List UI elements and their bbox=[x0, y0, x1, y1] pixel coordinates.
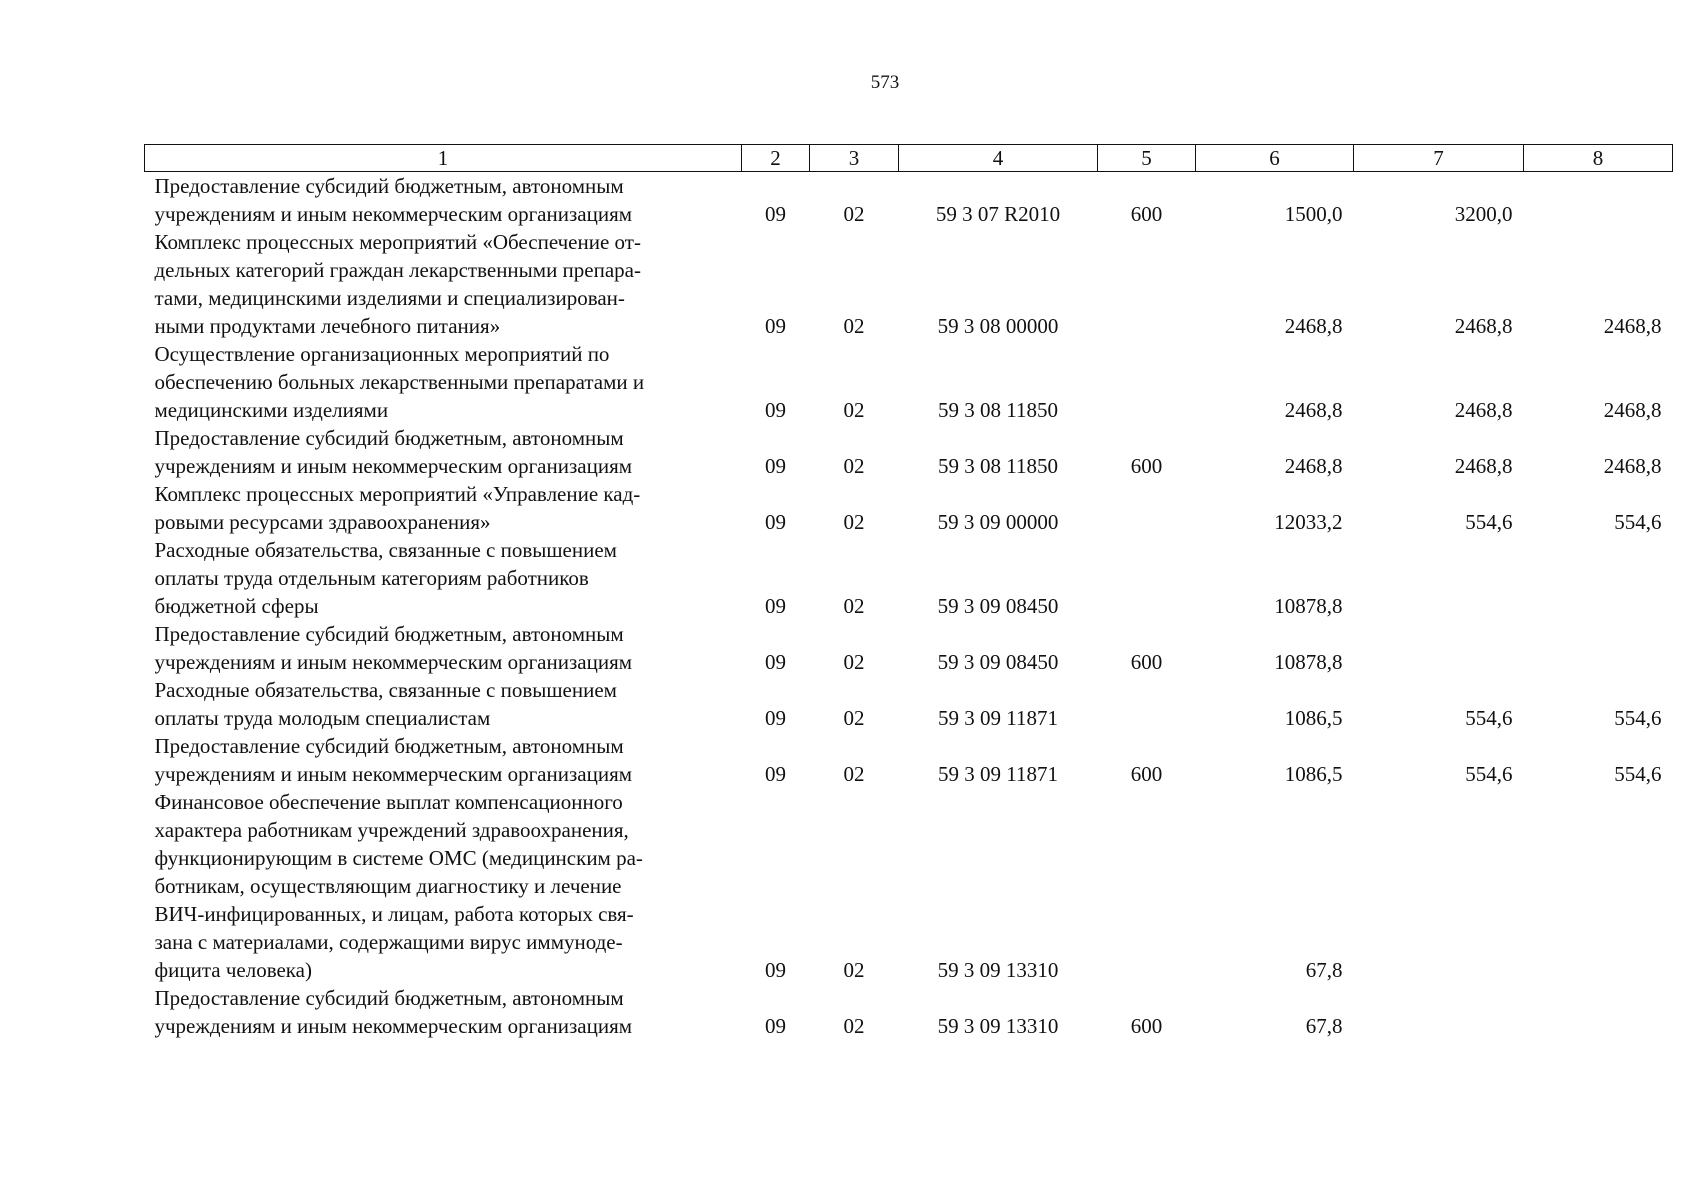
description-line: оплаты труда молодым специалистам bbox=[154, 706, 491, 730]
table-row bbox=[145, 676, 1673, 732]
description-cell bbox=[145, 788, 742, 984]
description-line: медицинскими изделиями bbox=[154, 398, 389, 422]
description-line: Финансовое обеспечение выплат компенсационного bbox=[154, 790, 623, 814]
amount-col8-cell bbox=[1524, 620, 1673, 676]
subsection-code-cell: 02 bbox=[843, 594, 865, 618]
section-code-cell: 09 bbox=[765, 650, 786, 674]
expense-type-cell bbox=[1098, 340, 1196, 424]
amount-col7-cell: 2468,8 bbox=[1454, 454, 1513, 478]
amount-col6-cell: 1086,5 bbox=[1284, 762, 1343, 786]
subsection-code-cell: 02 bbox=[843, 706, 865, 730]
page-number: 573 bbox=[870, 72, 900, 93]
expense-type-cell: 600 bbox=[1130, 454, 1163, 478]
subsection-code-cell: 02 bbox=[843, 762, 865, 786]
target-article-cell: 59 3 08 00000 bbox=[937, 314, 1059, 338]
subsection-code-cell: 02 bbox=[843, 650, 865, 674]
column-header-1: 1 bbox=[145, 145, 742, 172]
subsection-code-cell: 02 bbox=[843, 510, 865, 534]
table-body bbox=[145, 172, 1673, 1041]
section-code-cell: 09 bbox=[765, 706, 786, 730]
description-line: зана с материалами, содержащими вирус иммуноде- bbox=[154, 930, 623, 954]
description-line: оплаты труда отдельным категориям работников bbox=[154, 566, 589, 590]
amount-col7-cell bbox=[1354, 788, 1524, 984]
amount-col8-cell bbox=[1524, 536, 1673, 620]
section-code-cell: 09 bbox=[765, 1014, 786, 1038]
description-line: Осуществление организационных мероприятий по bbox=[154, 342, 610, 366]
description-line: бюджетной сферы bbox=[154, 594, 319, 618]
amount-col6-cell: 1086,5 bbox=[1284, 706, 1343, 730]
description-line: учреждениям и иным некоммерческим организациям bbox=[154, 454, 633, 478]
subsection-code-cell: 02 bbox=[843, 202, 865, 226]
column-header-5: 5 bbox=[1098, 145, 1196, 172]
amount-col8-cell: 554,6 bbox=[1614, 510, 1662, 534]
description-line: характера работникам учреждений здравоохранения, bbox=[154, 818, 629, 842]
table-row bbox=[145, 228, 1673, 340]
section-code-cell: 09 bbox=[765, 594, 786, 618]
description-cell bbox=[145, 732, 742, 788]
target-article-cell: 59 3 08 11850 bbox=[938, 454, 1058, 478]
expense-type-cell: 600 bbox=[1130, 762, 1163, 786]
amount-col7-cell bbox=[1354, 536, 1524, 620]
amount-col8-cell: 554,6 bbox=[1614, 706, 1662, 730]
amount-col8-cell: 2468,8 bbox=[1603, 454, 1662, 478]
target-article-cell: 59 3 09 08450 bbox=[937, 594, 1059, 618]
amount-col8-cell bbox=[1524, 172, 1673, 229]
section-code-cell: 09 bbox=[765, 314, 786, 338]
description-line: дельных категорий граждан лекарственными препара- bbox=[154, 258, 641, 282]
expense-type-cell bbox=[1098, 676, 1196, 732]
expense-type-cell: 600 bbox=[1130, 1014, 1163, 1038]
amount-col7-cell: 2468,8 bbox=[1454, 314, 1513, 338]
column-header-6: 6 bbox=[1196, 145, 1354, 172]
amount-col7-cell bbox=[1354, 620, 1524, 676]
section-code-cell: 09 bbox=[765, 454, 786, 478]
amount-col7-cell bbox=[1354, 984, 1524, 1040]
description-line: ВИЧ-инфицированных, и лицам, работа которых свя- bbox=[154, 902, 634, 926]
description-line: учреждениям и иным некоммерческим организациям bbox=[154, 202, 633, 226]
amount-col6-cell: 2468,8 bbox=[1284, 454, 1343, 478]
description-line: ботникам, осуществляющим диагностику и лечение bbox=[154, 874, 622, 898]
expense-type-cell bbox=[1098, 480, 1196, 536]
amount-col8-cell: 2468,8 bbox=[1603, 398, 1662, 422]
description-line: учреждениям и иным некоммерческим организациям bbox=[154, 762, 633, 786]
expense-type-cell bbox=[1098, 788, 1196, 984]
subsection-code-cell: 02 bbox=[843, 1014, 865, 1038]
amount-col6-cell: 2468,8 bbox=[1284, 398, 1343, 422]
table-row bbox=[145, 424, 1673, 480]
column-header-4: 4 bbox=[899, 145, 1098, 172]
amount-col8-cell: 2468,8 bbox=[1603, 314, 1662, 338]
target-article-cell: 59 3 09 11871 bbox=[938, 706, 1058, 730]
description-line: учреждениям и иным некоммерческим организациям bbox=[154, 1014, 633, 1038]
expense-type-cell bbox=[1098, 228, 1196, 340]
description-line: Предоставление субсидий бюджетным, автономным bbox=[154, 174, 624, 198]
expense-type-cell: 600 bbox=[1130, 650, 1163, 674]
description-cell bbox=[145, 620, 742, 676]
table-row bbox=[145, 732, 1673, 788]
amount-col8-cell bbox=[1524, 984, 1673, 1040]
column-header-8: 8 bbox=[1524, 145, 1673, 172]
description-line: Предоставление субсидий бюджетным, автономным bbox=[154, 734, 624, 758]
target-article-cell: 59 3 09 11871 bbox=[938, 762, 1058, 786]
target-article-cell: 59 3 09 13310 bbox=[937, 1014, 1059, 1038]
amount-col6-cell: 10878,8 bbox=[1274, 650, 1343, 674]
table-row bbox=[145, 172, 1673, 229]
description-line: функционирующим в системе ОМС (медицинским ра- bbox=[154, 846, 643, 870]
table-header bbox=[145, 145, 1673, 172]
budget-table bbox=[144, 144, 1673, 1040]
description-line: Комплекс процессных мероприятий «Обеспечение от- bbox=[154, 230, 641, 254]
amount-col8-cell: 554,6 bbox=[1614, 762, 1662, 786]
expense-type-cell bbox=[1098, 536, 1196, 620]
description-line: ровыми ресурсами здравоохранения» bbox=[154, 510, 491, 534]
description-line: Расходные обязательства, связанные с повышением bbox=[154, 538, 617, 562]
target-article-cell: 59 3 07 R2010 bbox=[935, 202, 1061, 226]
target-article-cell: 59 3 08 11850 bbox=[938, 398, 1058, 422]
expense-type-cell: 600 bbox=[1130, 202, 1163, 226]
amount-col7-cell: 3200,0 bbox=[1454, 202, 1513, 226]
description-line: Расходные обязательства, связанные с повышением bbox=[154, 678, 617, 702]
table-row bbox=[145, 340, 1673, 424]
table-row bbox=[145, 480, 1673, 536]
description-cell bbox=[145, 480, 742, 536]
target-article-cell: 59 3 09 13310 bbox=[937, 958, 1059, 982]
amount-col6-cell: 10878,8 bbox=[1274, 594, 1343, 618]
section-code-cell: 09 bbox=[765, 202, 786, 226]
description-cell bbox=[145, 424, 742, 480]
amount-col7-cell: 2468,8 bbox=[1454, 398, 1513, 422]
amount-col7-cell: 554,6 bbox=[1465, 706, 1513, 730]
description-line: тами, медицинскими изделиями и специализирован- bbox=[154, 286, 625, 310]
amount-col6-cell: 67,8 bbox=[1305, 958, 1343, 982]
column-header-3: 3 bbox=[810, 145, 899, 172]
description-line: учреждениям и иным некоммерческим организациям bbox=[154, 650, 633, 674]
section-code-cell: 09 bbox=[765, 510, 786, 534]
description-cell bbox=[145, 340, 742, 424]
column-header-2: 2 bbox=[742, 145, 810, 172]
amount-col8-cell bbox=[1524, 788, 1673, 984]
subsection-code-cell: 02 bbox=[843, 454, 865, 478]
table-row bbox=[145, 984, 1673, 1040]
amount-col6-cell: 12033,2 bbox=[1274, 510, 1343, 534]
description-cell bbox=[145, 228, 742, 340]
subsection-code-cell: 02 bbox=[843, 398, 865, 422]
amount-col7-cell: 554,6 bbox=[1465, 762, 1513, 786]
description-cell bbox=[145, 172, 742, 229]
column-header-7: 7 bbox=[1354, 145, 1524, 172]
amount-col6-cell: 2468,8 bbox=[1284, 314, 1343, 338]
amount-col7-cell: 554,6 bbox=[1465, 510, 1513, 534]
description-cell bbox=[145, 676, 742, 732]
amount-col6-cell: 1500,0 bbox=[1284, 202, 1343, 226]
target-article-cell: 59 3 09 00000 bbox=[937, 510, 1059, 534]
subsection-code-cell: 02 bbox=[843, 958, 865, 982]
table-row bbox=[145, 620, 1673, 676]
description-line: ными продуктами лечебного питания» bbox=[154, 314, 501, 338]
section-code-cell: 09 bbox=[765, 398, 786, 422]
description-line: Комплекс процессных мероприятий «Управление кад- bbox=[154, 482, 641, 506]
description-line: фицита человека) bbox=[154, 958, 312, 982]
description-line: Предоставление субсидий бюджетным, автономным bbox=[154, 986, 624, 1010]
description-cell bbox=[145, 536, 742, 620]
section-code-cell: 09 bbox=[765, 762, 786, 786]
description-cell bbox=[145, 984, 742, 1040]
header-row bbox=[145, 145, 1673, 172]
description-line: Предоставление субсидий бюджетным, автономным bbox=[154, 426, 624, 450]
section-code-cell: 09 bbox=[765, 958, 786, 982]
subsection-code-cell: 02 bbox=[843, 314, 865, 338]
table-row bbox=[145, 788, 1673, 984]
description-line: обеспечению больных лекарственными препаратами и bbox=[154, 370, 645, 394]
description-line: Предоставление субсидий бюджетным, автономным bbox=[154, 622, 624, 646]
table-row bbox=[145, 536, 1673, 620]
amount-col6-cell: 67,8 bbox=[1305, 1014, 1343, 1038]
target-article-cell: 59 3 09 08450 bbox=[937, 650, 1059, 674]
